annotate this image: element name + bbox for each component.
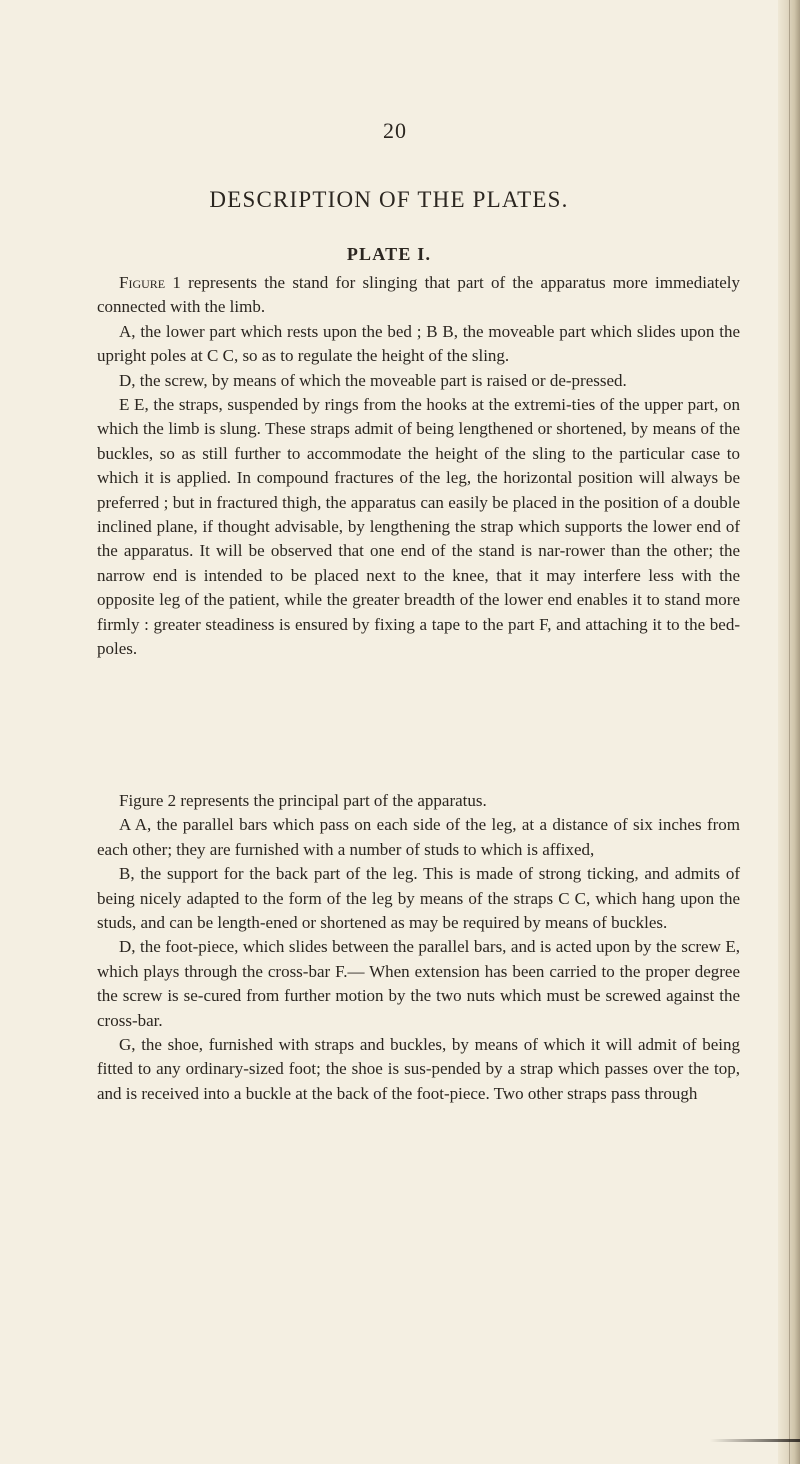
- paragraph: E E, the straps, suspended by rings from the hooks at the extremi-ties of the upper part, on which the limb is slung. These straps admit of being lengthened or shortened, by means of the buckles, so as still further to accommodate the height of the sling to the particular case to which it is applied. In compound fractures of the leg, the horizontal position will always be preferred ; but in fractured thigh, the apparatus can easily be placed in the position of a double inclined plane, if thought advisable, by lengthening the strap which supports the lower end of the apparatus. It will be observed that one end of the stand is nar-rower than the other; the narrow end is intended to be placed next to the knee, that it may interfere less with the opposite leg of the patient, while the greater breadth of the lower end enables it to stand more firmly : greater steadiness is ensured by fixing a tape to the part F, and attaching it to the bed-poles.: [97, 395, 740, 659]
- paragraph: G, the shoe, furnished with straps and buckles, by means of which it will admit of being fitted to any ordinary-sized foot; the shoe is sus-pended by a strap which passes over the top, and is received into a buckle at the back of the foot-piece. Two other straps pass through: [97, 1035, 740, 1103]
- plate-heading: PLATE I.: [346, 244, 432, 264]
- paragraph: A, the lower part which rests upon the bed ; B B, the moveable part which slides upon the upright poles at C C, so as to regulate the height of the sling.: [97, 321, 740, 366]
- paragraph-text: 1 represents the stand for slinging that part of the apparatus more immediately connected with the limb.: [97, 273, 740, 317]
- paragraph: B, the support for the back part of the leg. This is made of strong ticking, and admits of being nicely adapted to the form of the leg by means of the straps C C, which hang upon the studs, and can be length-ened or shortened as may be required by means of buckles.: [97, 864, 740, 933]
- page-number: 20: [383, 118, 407, 143]
- figure-1-description: [97, 271, 740, 662]
- page-edge-line: [789, 0, 790, 1464]
- page-corner-shadow: [710, 1439, 800, 1442]
- paragraph: [97, 271, 740, 320]
- figure-2-description: [97, 789, 740, 1106]
- paragraph: D, the screw, by means of which the moveable part is raised or de-pressed.: [119, 370, 627, 390]
- page-title: DESCRIPTION OF THE PLATES.: [209, 187, 569, 212]
- figure-label: Figure: [119, 273, 166, 292]
- paragraph: A A, the parallel bars which pass on each side of the leg, at a distance of six inches from each other; they are furnished with a number of studs to which is affixed,: [97, 815, 740, 859]
- paragraph: D, the foot-piece, which slides between the parallel bars, and is acted upon by the screw E, which plays through the cross-bar F.— When extension has been carried to the proper degree the screw is se-cured from further motion by the two nuts which must be screwed against the cross-bar.: [97, 937, 740, 1030]
- paragraph: Figure 2 represents the principal part of the apparatus.: [119, 791, 487, 810]
